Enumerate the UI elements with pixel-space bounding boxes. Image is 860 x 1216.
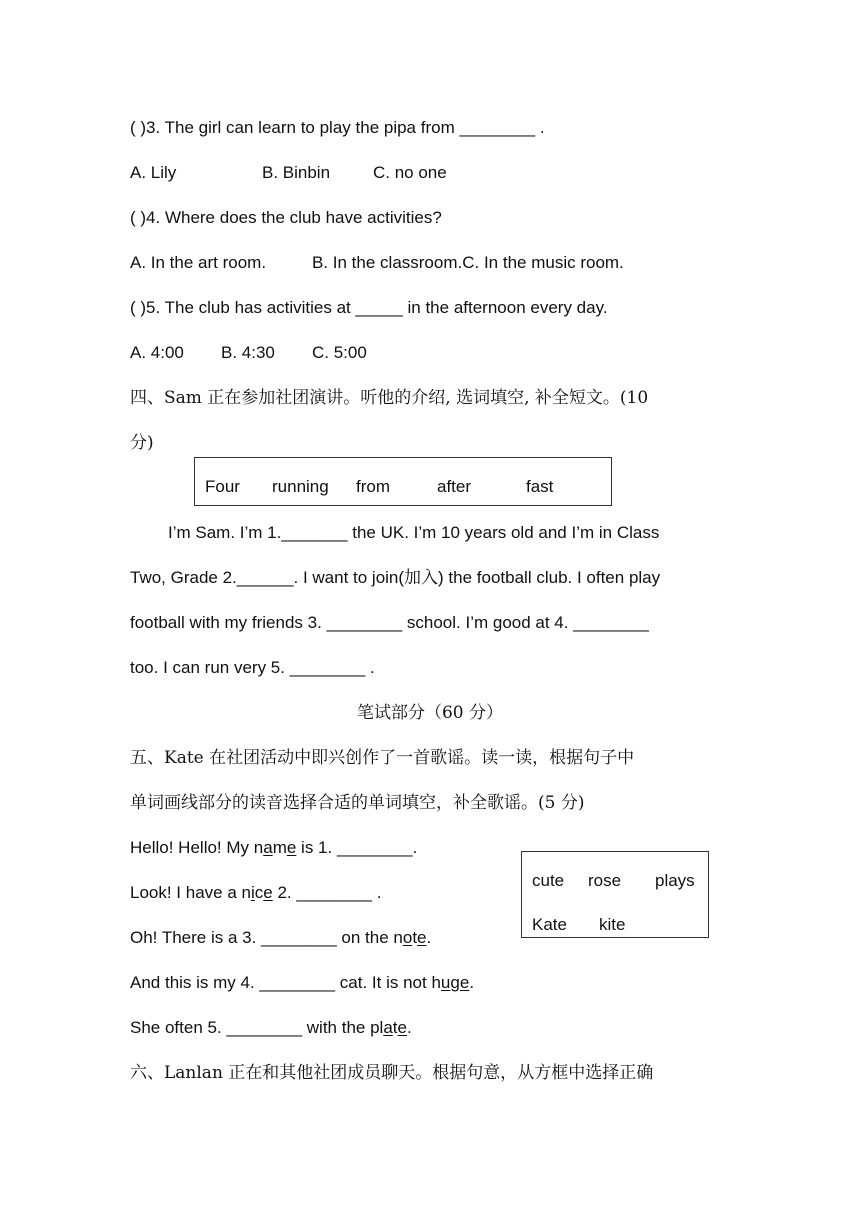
question-4: ( )4. Where does the club have activities? [130, 208, 442, 227]
word-bank-box [194, 457, 612, 506]
passage-line: I’m Sam. I’m 1._______ the UK. I’m 10 years old and I’m in Class [168, 523, 660, 542]
question-4-options [130, 251, 730, 275]
passage-line: football with my friends 3. ________ school. I’m good at 4. ________ [130, 613, 649, 632]
word-bank-item: from [356, 477, 390, 496]
written-part-title: 笔试部分（60 分） [356, 703, 504, 723]
option-b: B. Binbin [262, 163, 331, 182]
question-3-options [130, 161, 730, 185]
word-bank-item: Kate [532, 915, 567, 934]
option-a: A. In the art room. [130, 253, 267, 272]
option-c: C. no one [373, 163, 447, 182]
option-b: B. 4:30 [221, 343, 275, 362]
section-4-heading-cont: 分) [130, 433, 154, 453]
song-line-2: Look! I have a nice 2. ________ . [130, 883, 382, 902]
word-bank-item: kite [599, 915, 626, 934]
word-bank-item: Four [205, 477, 240, 496]
question-5-options [130, 341, 730, 365]
passage-line: Two, Grade 2.______. I want to join(加入) the football club. I often play [130, 568, 661, 587]
song-line-4: And this is my 4. ________ cat. It is not huge. [130, 973, 475, 992]
option-a: A. Lily [130, 163, 177, 182]
word-bank-item: plays [655, 871, 695, 890]
section-5-heading: 五、Kate 在社团活动中即兴创作了一首歌谣。读一读，根据句子中 [130, 748, 635, 768]
word-bank-item: after [437, 477, 472, 496]
option-a: A. 4:00 [130, 343, 184, 362]
question-5: ( )5. The club has activities at _____ in the afternoon every day. [130, 298, 608, 317]
section-6-heading: 六、Lanlan 正在和其他社团成员聊天。根据句意，从方框中选择正确 [130, 1063, 654, 1083]
question-3: ( )3. The girl can learn to play the pipa from ________ . [130, 118, 545, 137]
word-bank-item: fast [526, 477, 554, 496]
word-bank-item: cute [532, 871, 565, 890]
word-bank-item: rose [588, 871, 622, 890]
section-5-heading-cont: 单词画线部分的读音选择合适的单词填空，补全歌谣。(5 分) [130, 793, 585, 813]
word-bank-box [521, 851, 709, 938]
song-line-3: Oh! There is a 3. ________ on the note. [130, 928, 432, 947]
song-line-5: She often 5. ________ with the plate. [130, 1018, 412, 1037]
word-bank-item: running [272, 477, 329, 496]
song-line-1: Hello! Hello! My name is 1. ________. [130, 838, 418, 857]
option-c: C. 5:00 [312, 343, 367, 362]
option-bc: B. In the classroom.C. In the music room. [312, 253, 624, 272]
section-4-heading: 四、Sam 正在参加社团演讲。听他的介绍, 选词填空, 补全短文。(10 [130, 388, 649, 408]
passage-line: too. I can run very 5. ________ . [130, 658, 375, 677]
